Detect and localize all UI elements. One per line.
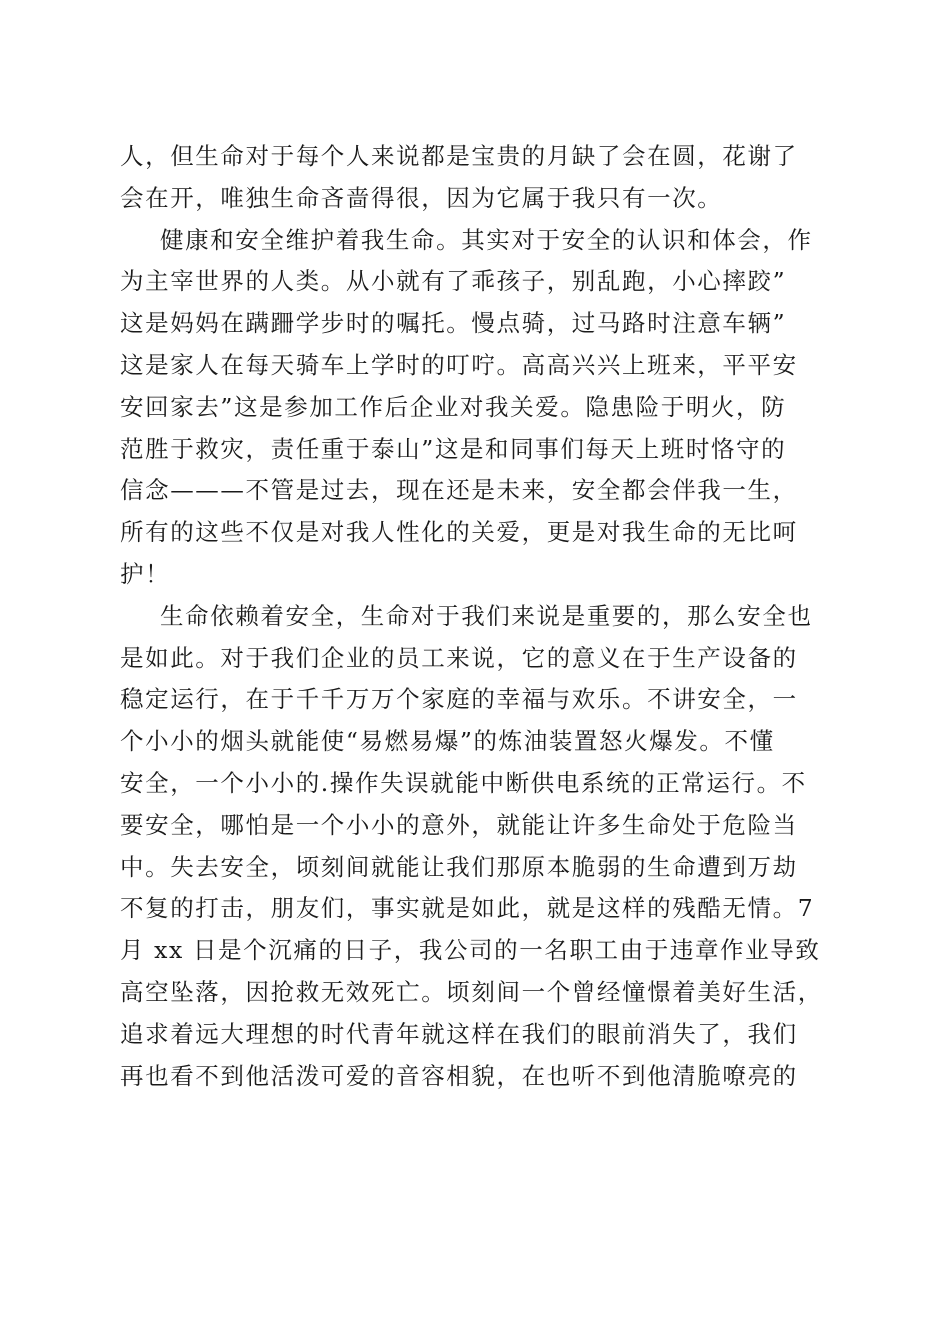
text-line: 为主宰世界的人类。从小就有了乖孩子，别乱跑，小心摔跤”: [120, 267, 787, 296]
text-line: 这是家人在每天骑车上学时的叮咛。高高兴兴上班来，平平安: [120, 350, 798, 379]
text-line: 信念———不管是过去，现在还是未来，安全都会伴我一生，: [120, 476, 798, 505]
text-line: 要安全，哪怕是一个小小的意外，就能让许多生命处于危险当: [120, 810, 798, 839]
text-line: 再也看不到他活泼可爱的音容相貌，在也听不到他清脆嘹亮的: [120, 1061, 798, 1090]
text-line: 是如此。对于我们企业的员工来说，它的意义在于生产设备的: [120, 643, 798, 672]
text-line: 范胜于救灾，责任重于泰山”这是和同事们每天上班时恪守的: [120, 434, 787, 463]
text-line: 护！: [120, 559, 171, 588]
text-line: 会在开，唯独生命吝啬得很，因为它属于我只有一次。: [120, 183, 723, 212]
text-line: 人，但生命对于每个人来说都是宝贵的月缺了会在圆，花谢了: [120, 142, 798, 170]
text-line: 中。失去安全，顷刻间就能让我们那原本脆弱的生命遭到万劫: [120, 852, 798, 881]
text-line: 安回家去”这是参加工作后企业对我关爱。隐患险于明火，防: [120, 392, 787, 421]
text-line: 月 xx 日是个沉痛的日子，我公司的一名职工由于违章作业导致: [120, 936, 821, 965]
text-line: 不复的打击，朋友们，事实就是如此，就是这样的残酷无情。7: [120, 894, 815, 923]
text-line: 追求着远大理想的时代青年就这样在我们的眼前消失了，我们: [120, 1019, 798, 1048]
text-line: 这是妈妈在蹒跚学步时的嘱托。慢点骑，过马路时注意车辆”: [120, 309, 787, 338]
paragraph-start-line: 健康和安全维护着我生命。其实对于安全的认识和体会，作: [160, 225, 813, 254]
body-text: [120, 136, 840, 1097]
text-line: 稳定运行，在于千千万万个家庭的幸福与欢乐。不讲安全，一: [120, 685, 798, 714]
text-line: 个小小的烟头就能使“易燃易爆”的炼油装置怒火爆发。不懂: [120, 727, 775, 756]
text-line: 所有的这些不仅是对我人性化的关爱，更是对我生命的无比呵: [120, 518, 798, 547]
paragraph-start-line: 生命依赖着安全，生命对于我们来说是重要的，那么安全也: [160, 601, 813, 630]
text-line: 安全，一个小小的.操作失误就能中断供电系统的正常运行。不: [120, 768, 807, 797]
text-line: 高空坠落，因抢救无效死亡。顷刻间一个曾经憧憬着美好生活，: [120, 977, 823, 1006]
